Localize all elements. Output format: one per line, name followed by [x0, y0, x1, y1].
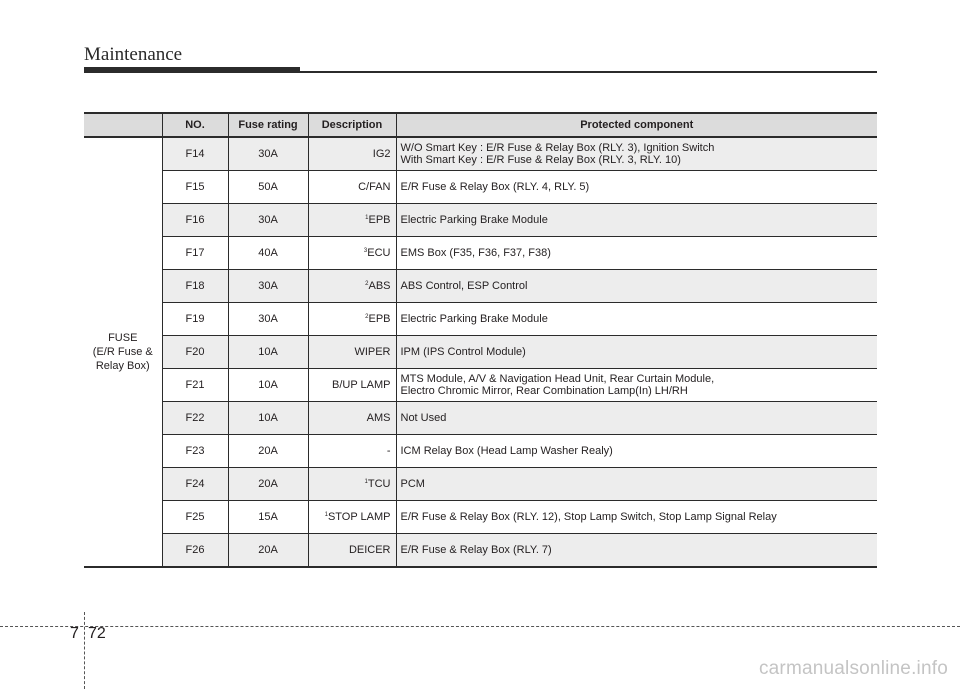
- table-row: [84, 270, 877, 303]
- fuse-rating: 20A: [228, 468, 308, 501]
- watermark: carmanualsonline.info: [758, 658, 948, 679]
- protected-component: [396, 303, 877, 336]
- fuse-number: F14: [162, 137, 228, 171]
- fuse-number: F24: [162, 468, 228, 501]
- protected-component: [396, 534, 877, 568]
- table-row: [84, 501, 877, 534]
- component-line: PCM: [400, 478, 425, 490]
- footnote-marker: 3: [363, 248, 368, 254]
- fuse-rating: 10A: [228, 402, 308, 435]
- footer-rule: [0, 626, 960, 627]
- protected-component: [396, 468, 877, 501]
- fuse-description: [308, 303, 396, 336]
- component-line: ICM Relay Box (Head Lamp Washer Realy): [400, 445, 613, 457]
- column-header-component: Protected component: [396, 113, 877, 137]
- fuse-number: F22: [162, 402, 228, 435]
- fuse-description: [308, 402, 396, 435]
- protected-component: [396, 336, 877, 369]
- fuse-description: [308, 137, 396, 171]
- protected-component: [396, 270, 877, 303]
- table-row: [84, 534, 877, 568]
- fuse-description-text: TCU: [367, 478, 391, 490]
- fuse-number: F26: [162, 534, 228, 568]
- fuse-description-text: EPB: [368, 214, 391, 226]
- page-number: 72: [88, 625, 106, 642]
- table-row: [84, 336, 877, 369]
- fuse-description: [308, 501, 396, 534]
- fuse-description-text: B/UP LAMP: [332, 379, 391, 391]
- fuse-number: F21: [162, 369, 228, 402]
- column-header-no: NO.: [162, 113, 228, 137]
- fuse-description-text: EPB: [368, 313, 391, 325]
- fuse-rating: 40A: [228, 237, 308, 270]
- fuse-number: F16: [162, 204, 228, 237]
- fuse-number: F20: [162, 336, 228, 369]
- fuse-description-text: C/FAN: [358, 181, 391, 193]
- component-line: MTS Module, A/V & Navigation Head Unit, Rear Curtain Module,: [400, 373, 715, 385]
- component-line: E/R Fuse & Relay Box (RLY. 4, RLY. 5): [400, 181, 590, 193]
- fuse-description: [308, 270, 396, 303]
- protected-component: [396, 501, 877, 534]
- fuse-rating: 30A: [228, 204, 308, 237]
- protected-component: [396, 402, 877, 435]
- table-row: [84, 402, 877, 435]
- footnote-marker: 2: [365, 314, 369, 320]
- fuse-rating: 20A: [228, 534, 308, 568]
- fuse-rating: 30A: [228, 303, 308, 336]
- protected-component: [396, 137, 877, 171]
- column-header-description: Description: [308, 113, 396, 137]
- fuse-description: [308, 204, 396, 237]
- table-row: [84, 171, 877, 204]
- component-line: Electric Parking Brake Module: [400, 214, 548, 226]
- footnote-marker: 1: [324, 512, 328, 518]
- component-line: EMS Box (F35, F36, F37, F38): [400, 247, 551, 259]
- table-row: [84, 237, 877, 270]
- component-line: E/R Fuse & Relay Box (RLY. 12), Stop Lamp Switch, Stop Lamp Signal Relay: [400, 511, 777, 523]
- fuse-rating: 50A: [228, 171, 308, 204]
- footnote-marker: 2: [365, 281, 369, 287]
- fuse-number: F17: [162, 237, 228, 270]
- component-line: Electro Chromic Mirror, Rear Combination Lamp(In) LH/RH: [400, 385, 688, 397]
- column-header-rating: Fuse rating: [228, 113, 308, 137]
- fuse-description: [308, 369, 396, 402]
- fuse-description-text: DEICER: [348, 544, 391, 556]
- footnote-marker: 1: [364, 479, 368, 485]
- fuse-description-text: -: [386, 445, 391, 457]
- protected-component: [396, 369, 877, 402]
- fuse-description: [308, 534, 396, 568]
- fuse-description: [308, 171, 396, 204]
- fuse-description-text: IG2: [372, 148, 391, 160]
- fuse-table: [84, 112, 877, 568]
- component-line: IPM (IPS Control Module): [400, 346, 526, 358]
- protected-component: [396, 237, 877, 270]
- fuse-number: F25: [162, 501, 228, 534]
- chapter-number: 7: [70, 625, 79, 642]
- protected-component: [396, 204, 877, 237]
- table-row: [84, 204, 877, 237]
- table-header-row: [84, 113, 877, 137]
- fuse-rating: 15A: [228, 501, 308, 534]
- fuse-description-text: AMS: [366, 412, 391, 424]
- fuse-rating: 10A: [228, 369, 308, 402]
- fuse-number: F19: [162, 303, 228, 336]
- component-line: With Smart Key : E/R Fuse & Relay Box (RLY. 3, RLY. 10): [400, 154, 681, 166]
- fuse-number: F15: [162, 171, 228, 204]
- table-row: [84, 435, 877, 468]
- table-row: [84, 303, 877, 336]
- component-line: Not Used: [400, 412, 447, 424]
- fuse-number: F18: [162, 270, 228, 303]
- table-row: [84, 369, 877, 402]
- fuse-description-text: ECU: [367, 247, 391, 259]
- component-line: Electric Parking Brake Module: [400, 313, 548, 325]
- header-rule-thick: [84, 67, 300, 73]
- component-line: ABS Control, ESP Control: [400, 280, 528, 292]
- fuse-rating: 20A: [228, 435, 308, 468]
- fuse-description-text: ABS: [368, 280, 391, 292]
- footer-divider: [84, 612, 85, 689]
- fuse-description: [308, 237, 396, 270]
- protected-component: [396, 171, 877, 204]
- fuse-number: F23: [162, 435, 228, 468]
- group-label: FUSE (E/R Fuse & Relay Box): [84, 137, 162, 567]
- fuse-rating: 30A: [228, 270, 308, 303]
- fuse-description-text: WIPER: [354, 346, 391, 358]
- fuse-description-text: STOP LAMP: [327, 511, 391, 523]
- fuse-rating: 30A: [228, 137, 308, 171]
- section-title: Maintenance: [84, 44, 183, 65]
- component-line: W/O Smart Key : E/R Fuse & Relay Box (RLY. 3), Ignition Switch: [400, 142, 715, 154]
- fuse-description: [308, 435, 396, 468]
- footnote-marker: 1: [365, 215, 369, 221]
- component-line: E/R Fuse & Relay Box (RLY. 7): [400, 544, 552, 556]
- header-rule-thin: [300, 71, 877, 73]
- column-header-group: [84, 113, 162, 137]
- fuse-description: [308, 336, 396, 369]
- table-row: [84, 468, 877, 501]
- table-row: [84, 137, 877, 171]
- fuse-rating: 10A: [228, 336, 308, 369]
- fuse-description: [308, 468, 396, 501]
- protected-component: [396, 435, 877, 468]
